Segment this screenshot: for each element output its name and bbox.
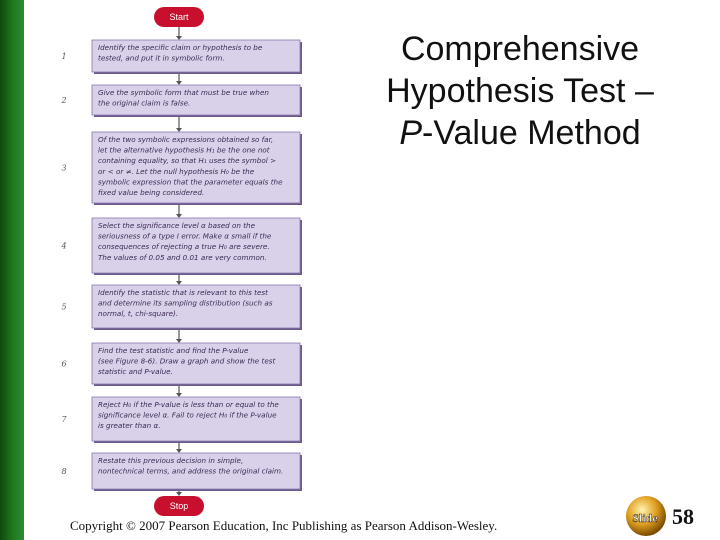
step-number: 5 (61, 302, 67, 312)
flow-arrowhead (176, 128, 182, 132)
flowchart-step-8 (61, 453, 302, 491)
step-text-line: Find the test statistic and find the P-value (98, 346, 249, 355)
step-text-line: or < or ≠. Let the null hypothesis H₀ be the (98, 166, 255, 176)
start-label: Start (169, 12, 189, 22)
slide-number: 58 (672, 504, 694, 529)
step-text-line: containing equality, so that H₁ uses the symbol > (98, 156, 277, 166)
flowchart-step-3 (61, 132, 302, 205)
stop-label: Stop (169, 501, 189, 511)
slide-word: Slide (632, 511, 658, 525)
step-number: 3 (61, 163, 67, 173)
step-text-line: is greater than α. (98, 421, 161, 431)
flow-arrowhead (176, 36, 182, 40)
title-line-2: Hypothesis Test – (386, 72, 654, 110)
flow-arrowhead (176, 214, 182, 218)
step-text-line: consequences of rejecting a true H₀ are severe. (98, 242, 270, 252)
step-text-line: Restate this previous decision in simple, (98, 456, 244, 465)
step-text-line: symbolic expression that the parameter equals the (98, 177, 283, 187)
step-number: 8 (61, 467, 67, 476)
step-text-line: nontechnical terms, and address the original claim. (98, 466, 284, 476)
step-text-line: Identify the statistic that is relevant to this test (98, 288, 268, 297)
step-text-line: Reject H₀ if the P-value is less than or equal to the (98, 400, 279, 409)
step-text-line: The values of 0.05 and 0.01 are very common. (98, 252, 267, 262)
step-text-line: statistic and P-value. (98, 367, 173, 377)
step-text-line: let the alternative hypothesis H₁ be the one not (98, 145, 270, 155)
slide-badge-icon (620, 494, 670, 540)
flowchart-step-4 (60, 218, 302, 275)
flowchart-step-7 (61, 397, 302, 443)
step-text-line: Identify the specific claim or hypothesis to be (98, 43, 263, 52)
flow-arrowhead (176, 81, 182, 85)
step-number: 6 (61, 359, 67, 369)
step-text-line: Of the two symbolic expressions obtained so far, (98, 135, 274, 144)
step-text-line: fixed value being considered. (98, 188, 205, 197)
step-number: 1 (61, 52, 67, 61)
step-text-line: tested, and put it in symbolic form. (98, 53, 225, 63)
flow-arrowhead (176, 449, 182, 453)
title-line-3 (350, 112, 690, 154)
flow-arrowhead (176, 339, 182, 343)
step-text-line: normal, t, chi-square). (98, 309, 179, 319)
step-text-line: seriousness of a type I error. Make α small if the (98, 231, 272, 241)
flowchart-step-2 (60, 85, 302, 117)
flowchart-steps (60, 40, 302, 491)
step-number: 2 (61, 96, 67, 105)
flow-arrowhead (176, 393, 182, 397)
title-line-1: Comprehensive (400, 30, 640, 68)
step-number: 7 (61, 415, 67, 424)
step-number: 4 (61, 241, 67, 251)
step-text-line: the original claim is false. (98, 98, 191, 108)
flow-arrowhead (176, 492, 182, 496)
step-text-line: significance level α. Fail to reject H₀ if the P-value (98, 410, 277, 420)
step-text-line: Give the symbolic form that must be true when (98, 88, 269, 97)
step-text-line: Select the significance level α based on the (98, 221, 256, 230)
step-text-line: and determine its sampling distribution (such as (98, 298, 273, 308)
start-terminator (154, 7, 204, 27)
flowchart-step-5 (61, 285, 302, 330)
stop-terminator (154, 496, 204, 516)
title-p-italic: P (399, 114, 423, 152)
page-title (350, 28, 690, 154)
step-text-line: (see Figure 8-6). Draw a graph and show the test (98, 356, 276, 366)
title-line-3-rest: -Value Method (422, 114, 641, 152)
flow-arrowhead (176, 281, 182, 285)
copyright-text: Copyright © 2007 Pearson Education, Inc Publishing as Pearson Addison-Wesley. (70, 518, 498, 533)
flowchart-step-1 (61, 40, 302, 74)
flowchart-step-6 (61, 343, 302, 386)
